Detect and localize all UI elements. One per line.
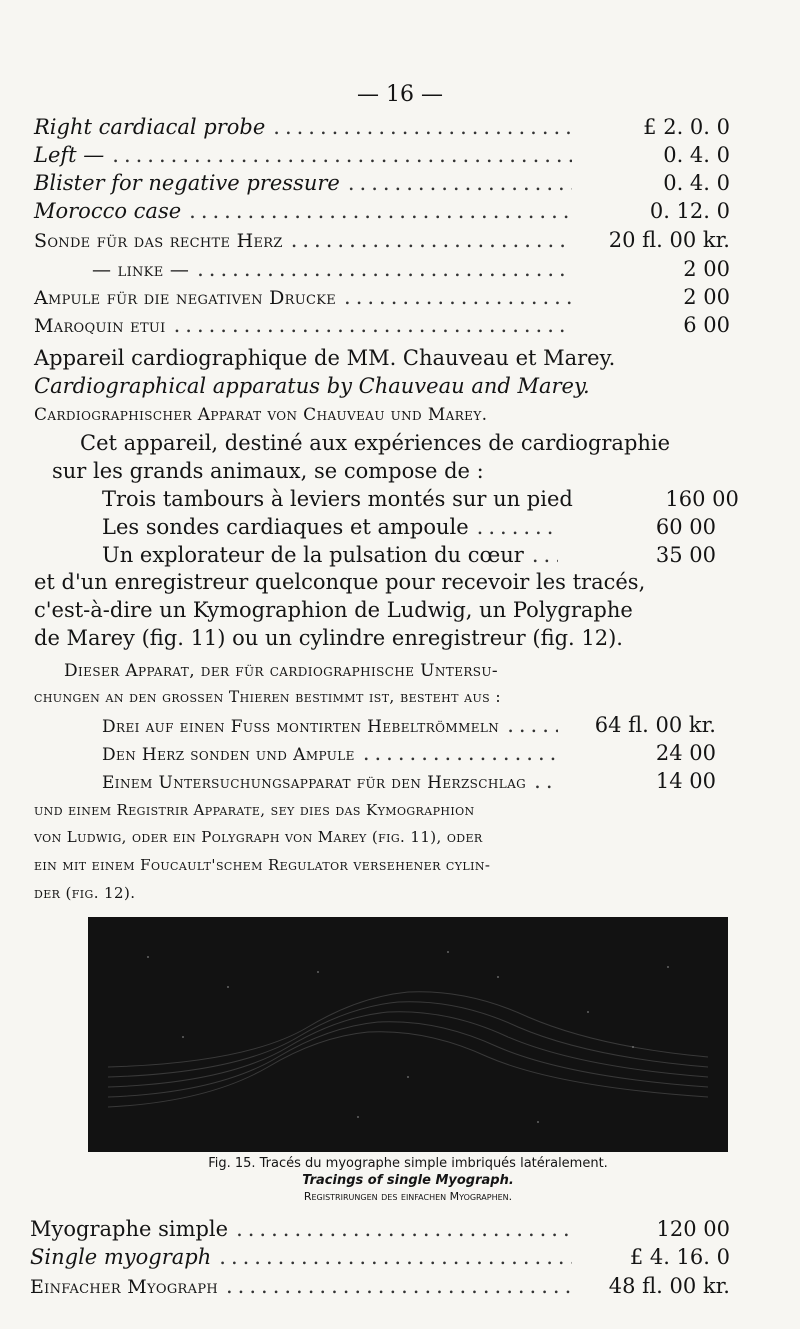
leader-dots [197, 257, 572, 281]
price-row [34, 143, 730, 171]
item-label: Right cardiacal probe [34, 115, 266, 139]
price-row [34, 257, 730, 285]
myograph-tracing-figure [88, 917, 728, 1152]
price-row [34, 199, 730, 227]
price-row [34, 285, 730, 313]
leader-dots [219, 1245, 572, 1269]
price-row [34, 171, 730, 199]
paragraph-line: et d'un enregistreur quelconque pour recevoir les tracés, [34, 570, 646, 594]
item-label: Left — [34, 143, 105, 167]
price-row [102, 515, 716, 543]
item-label: — linke — [92, 259, 190, 281]
item-price: 48 fl. 00 kr. [608, 1274, 730, 1298]
item-price: 2 00 [683, 257, 730, 281]
item-price: £ 4. 16. 0 [629, 1245, 730, 1269]
leader-dots [363, 741, 558, 765]
item-price: 20 fl. 00 kr. [608, 228, 730, 252]
leader-dots [273, 115, 572, 139]
item-label: Drei auf einen Fuss montirten Hebeltrömmeln [102, 717, 500, 737]
page-number: — 16 — [357, 82, 443, 107]
leader-dots [477, 515, 558, 539]
item-price: 35 00 [655, 543, 716, 567]
paragraph-line: sur les grands animaux, se compose de : [52, 459, 484, 483]
price-row [102, 741, 716, 769]
price-row [102, 487, 739, 515]
price-row [102, 769, 716, 797]
item-price: 64 fl. 00 kr. [594, 713, 716, 737]
item-price: 60 00 [655, 515, 716, 539]
item-label: Morocco case [34, 199, 182, 223]
leader-dots [112, 143, 572, 167]
item-label: Les sondes cardiaques et ampoule [102, 515, 469, 539]
leader-dots [174, 313, 572, 337]
tracing-plate-image [88, 917, 728, 1152]
item-label: Einfacher Myograph [30, 1276, 218, 1298]
item-price: 0. 4. 0 [663, 143, 730, 167]
item-label: Ampule für die negativen Drucke [34, 287, 337, 309]
leader-dots [189, 199, 572, 223]
item-label: Sonde für das rechte Herz [34, 230, 283, 252]
item-label: Blister for negative pressure [34, 171, 340, 195]
item-label: Maroquin etui [34, 315, 166, 337]
item-price: 2 00 [683, 285, 730, 309]
heading-french: Appareil cardiographique de MM. Chauveau et Marey. [34, 346, 616, 370]
paragraph-line: ein mit einem Foucault'schem Regulator versehener cylin- [34, 856, 491, 874]
price-row [34, 115, 730, 143]
item-price: 14 00 [655, 769, 716, 793]
leader-dots [507, 713, 558, 737]
leader-dots [236, 1217, 572, 1241]
price-row [30, 1245, 730, 1273]
paragraph-line: Cet appareil, destiné aux expériences de cardiographie [80, 431, 671, 455]
leader-dots [348, 171, 572, 195]
item-label: Myographe simple [30, 1217, 229, 1241]
item-price: 0. 4. 0 [663, 171, 730, 195]
price-row [30, 1217, 730, 1245]
paragraph-line: Dieser Apparat, der für cardiographische Untersu- [64, 661, 499, 681]
price-row [34, 228, 730, 256]
leader-dots [226, 1274, 572, 1298]
item-label: Den Herz sonden und Ampule [102, 745, 355, 765]
item-price: 120 00 [656, 1217, 730, 1241]
item-price: 6 00 [683, 313, 730, 337]
item-label: Single myograph [30, 1245, 212, 1269]
paragraph-line: der (fig. 12). [34, 884, 136, 902]
price-row [30, 1274, 730, 1302]
paragraph-line: c'est-à-dire un Kymographion de Ludwig, un Polygraphe [34, 598, 633, 622]
leader-dots [532, 543, 558, 567]
leader-dots [534, 769, 558, 793]
item-price: 0. 12. 0 [649, 199, 730, 223]
leader-dots [291, 228, 572, 252]
heading-english: Cardiographical apparatus by Chauveau and Marey. [34, 374, 590, 398]
figure-caption-english: Tracings of single Myograph. [302, 1173, 514, 1188]
heading-german: Cardiographischer Apparat von Chauveau und Marey. [34, 405, 488, 425]
price-row [34, 313, 730, 341]
figure-caption-french: Fig. 15. Tracés du myographe simple imbriqués latéralement. [208, 1156, 608, 1171]
item-label: Einem Untersuchungsapparat für den Herzschlag [102, 773, 527, 793]
paragraph-line: von Ludwig, oder ein Polygraph von Marey (fig. 11), oder [34, 828, 483, 846]
item-price: 24 00 [655, 741, 716, 765]
price-row [102, 543, 716, 571]
paragraph-line: und einem Registrir Apparate, sey dies das Kymographion [34, 801, 475, 819]
item-price: 160 00 [665, 487, 739, 511]
leader-dots [344, 285, 572, 309]
paragraph-line: chungen an den grossen Thieren bestimmt ist, besteht aus : [34, 688, 502, 706]
item-price: £ 2. 0. 0 [643, 115, 730, 139]
figure-caption-german: Registrirungen des einfachen Myographen. [303, 1190, 513, 1203]
price-row [102, 713, 716, 741]
item-label: Trois tambours à leviers montés sur un pied [102, 487, 573, 511]
paragraph-line: de Marey (fig. 11) ou un cylindre enregistreur (fig. 12). [34, 626, 623, 650]
item-label: Un explorateur de la pulsation du cœur [102, 543, 524, 567]
